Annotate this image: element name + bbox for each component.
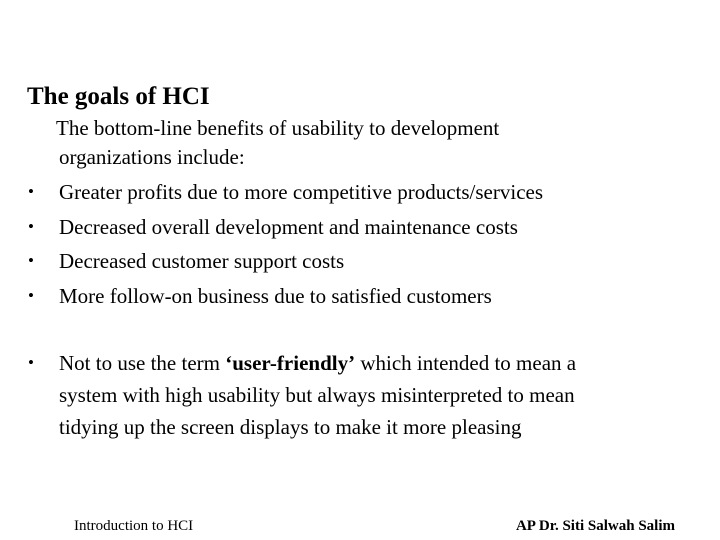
slide-title: The goals of HCI (27, 83, 210, 110)
footer-course-title: Introduction to HCI (74, 518, 194, 534)
bullet-icon: • (28, 251, 34, 270)
benefit-item (28, 279, 688, 314)
footer-author: AP Dr. Siti Salwah Salim (515, 518, 675, 534)
benefits-list (28, 175, 688, 313)
benefit-text: Decreased overall development and maintenance costs (59, 214, 518, 239)
user-friendly-note (28, 347, 688, 443)
note-line-3: tidying up the screen displays to make it more pleasing (59, 415, 522, 439)
intro-text (56, 114, 659, 172)
intro-line-1: The bottom-line benefits of usability to development (56, 116, 500, 140)
bullet-icon: • (28, 182, 34, 201)
note-prefix: Not to use the term (59, 351, 226, 375)
note-item (28, 347, 688, 443)
benefit-text: More follow-on business due to satisfied customers (59, 283, 492, 308)
intro-line-2: organizations include: (59, 145, 245, 169)
note-line-2: system with high usability but always misinterpreted to mean (59, 383, 575, 407)
bullet-icon: • (28, 285, 34, 305)
note-line-1 (59, 347, 688, 379)
note-suffix: which intended to mean a (355, 351, 577, 375)
benefit-item (28, 175, 688, 210)
bullet-icon: • (28, 216, 34, 236)
benefit-item (28, 210, 688, 245)
benefit-text: Greater profits due to more competitive products/services (59, 180, 544, 204)
benefit-text: Decreased customer support costs (59, 249, 345, 273)
note-term: ‘user-friendly’ (225, 351, 356, 375)
bullet-icon: • (28, 353, 34, 372)
benefit-item (28, 244, 688, 279)
